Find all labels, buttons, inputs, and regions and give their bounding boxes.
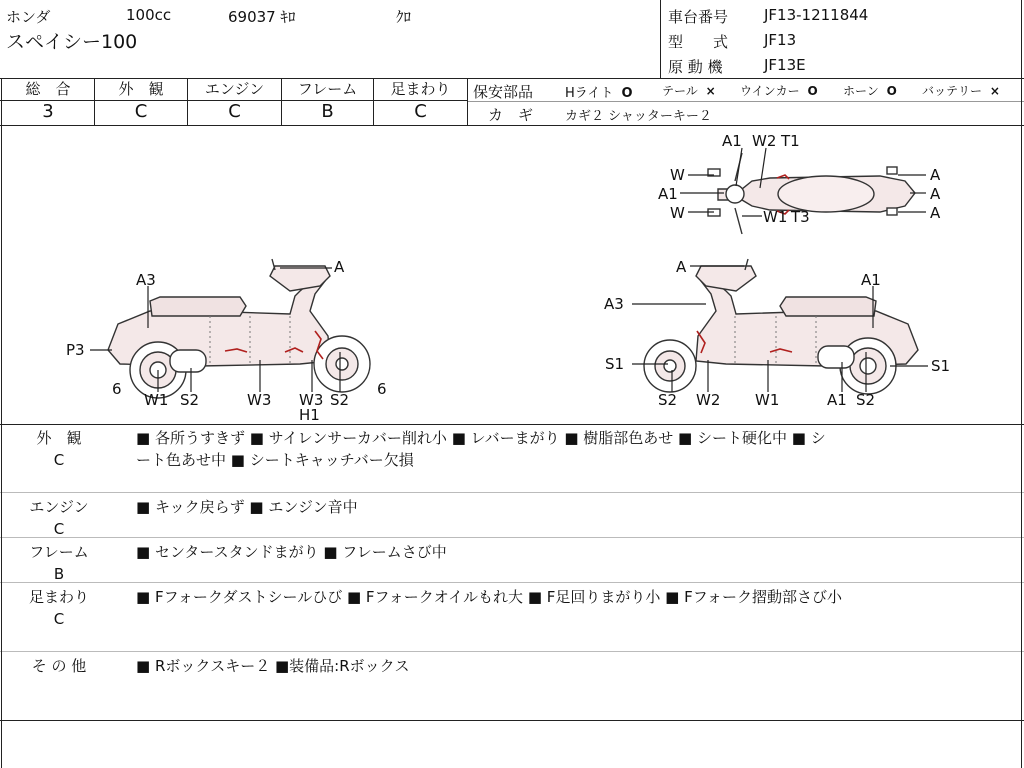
- grade-value: C: [134, 101, 148, 122]
- code: W3: [247, 391, 272, 409]
- grade-engine: [188, 80, 281, 123]
- mileage: 69037 ｷﾛ: [228, 8, 296, 26]
- code: A: [676, 258, 687, 276]
- code: W2: [752, 132, 777, 150]
- section-grade: B: [53, 565, 65, 583]
- code: A: [334, 258, 345, 276]
- grade-exterior: [95, 80, 187, 123]
- displacement: 100cc: [126, 6, 172, 24]
- code: S2: [180, 391, 200, 409]
- section-grade: C: [53, 451, 65, 469]
- code: P3: [66, 341, 85, 359]
- code: A3: [136, 271, 156, 289]
- code: W1: [755, 391, 780, 409]
- code: T1: [781, 132, 800, 150]
- code: S1: [605, 355, 625, 373]
- code: A3: [604, 295, 624, 313]
- grade-value: 3: [42, 101, 54, 122]
- remark-line: ■ 各所うすきず ■ サイレンサーカバー削れ小 ■ レバーまがり ■ 樹脂部色あせ ■ シート硬化中 ■ シ: [136, 429, 826, 447]
- code: A1: [722, 132, 742, 150]
- code: A: [930, 204, 941, 222]
- section-title: 外 観: [36, 429, 82, 447]
- section-frame-title: [14, 541, 104, 585]
- grade-label: 外 観: [118, 80, 164, 98]
- keys-label: カ ギ: [488, 106, 534, 124]
- maker: ホンダ: [6, 8, 51, 26]
- code: W1: [144, 391, 169, 409]
- grade-value: C: [414, 101, 427, 122]
- remark-line: ート色あせ中 ■ シートキャッチバー欠損: [136, 451, 414, 469]
- type-value: JF13: [764, 31, 797, 49]
- color: ｸﾛ: [396, 8, 412, 26]
- section-other-body: [136, 655, 1012, 677]
- code: W: [670, 204, 685, 222]
- keys-value: カギ２ シャッターキー２: [565, 109, 712, 124]
- remark-line: ■ キック戻らず ■ エンジン音中: [136, 498, 358, 516]
- grade-label: 足まわり: [390, 80, 451, 98]
- grade-label: フレーム: [297, 80, 358, 98]
- code: W2: [696, 391, 721, 409]
- engine-label: 原 動 機: [668, 58, 723, 76]
- section-suspension-body: [136, 586, 1012, 608]
- damage-diagram: [0, 126, 1020, 424]
- safety-item-tail: テール ×: [662, 84, 716, 98]
- safety-item-horn: ホーン O: [843, 84, 897, 98]
- section-title: そ の 他: [31, 657, 87, 675]
- safety-item-headlight: Hライト O: [565, 86, 633, 101]
- remark-line: ■ センタースタンドまがり ■ フレームさび中: [136, 543, 447, 561]
- section-title: 足まわり: [28, 588, 89, 606]
- frame-no-label: 車台番号: [668, 8, 729, 26]
- code: S2: [856, 391, 876, 409]
- safety-mark: ×: [705, 84, 716, 98]
- section-engine-body: [136, 496, 1012, 518]
- code: S2: [330, 391, 350, 409]
- code: A: [930, 185, 941, 203]
- section-engine-title: [14, 496, 104, 540]
- code: A1: [861, 271, 881, 289]
- safety-mark: O: [621, 86, 633, 101]
- grade-label: エンジン: [204, 80, 265, 98]
- section-grade: C: [53, 610, 65, 628]
- grade-suspension: [374, 80, 467, 123]
- section-exterior-title: [14, 427, 104, 471]
- section-other-title: [14, 655, 104, 677]
- code: A1: [658, 185, 678, 203]
- model-name: スペイシー100: [6, 31, 138, 53]
- code: A: [930, 166, 941, 184]
- section-suspension-title: [14, 586, 104, 630]
- section-grade: C: [53, 520, 65, 538]
- code: W: [670, 166, 685, 184]
- code: S2: [658, 391, 678, 409]
- grade-frame: [282, 80, 373, 123]
- frame-no: JF13-1211844: [764, 6, 869, 24]
- grade-label: 総 合: [25, 80, 71, 98]
- safety-mark: O: [886, 84, 897, 98]
- safety-item-battery: バッテリー ×: [922, 84, 1000, 98]
- grade-value: B: [321, 101, 334, 122]
- grade-overall: [2, 80, 94, 123]
- safety-item-winker: ウインカー O: [740, 84, 818, 98]
- code: 6: [377, 380, 387, 398]
- remark-line: ■ Rボックスキー２ ■装備品:Rボックス: [136, 657, 410, 675]
- safety-mark: O: [807, 84, 818, 98]
- section-exterior-body: [136, 427, 1012, 471]
- remark-line: ■ Fフォークダストシールひび ■ Fフォークオイルもれ大 ■ F足回りまがり小 ■ Fフォーク摺動部さび小: [136, 588, 842, 606]
- code: W1: [763, 208, 788, 226]
- type-label: 型 式: [668, 33, 729, 51]
- engine-value: JF13E: [764, 56, 806, 74]
- safety-mark: ×: [989, 84, 1000, 98]
- code: H1: [299, 406, 320, 424]
- code: A1: [827, 391, 847, 409]
- code: T3: [791, 208, 810, 226]
- section-title: エンジン: [29, 498, 89, 516]
- grade-value: C: [228, 101, 241, 122]
- safety-title: 保安部品: [473, 83, 534, 101]
- section-frame-body: [136, 541, 1012, 563]
- code: S1: [931, 357, 951, 375]
- code: W3: [299, 391, 324, 409]
- section-title: フレーム: [29, 543, 89, 561]
- code: 6: [112, 380, 122, 398]
